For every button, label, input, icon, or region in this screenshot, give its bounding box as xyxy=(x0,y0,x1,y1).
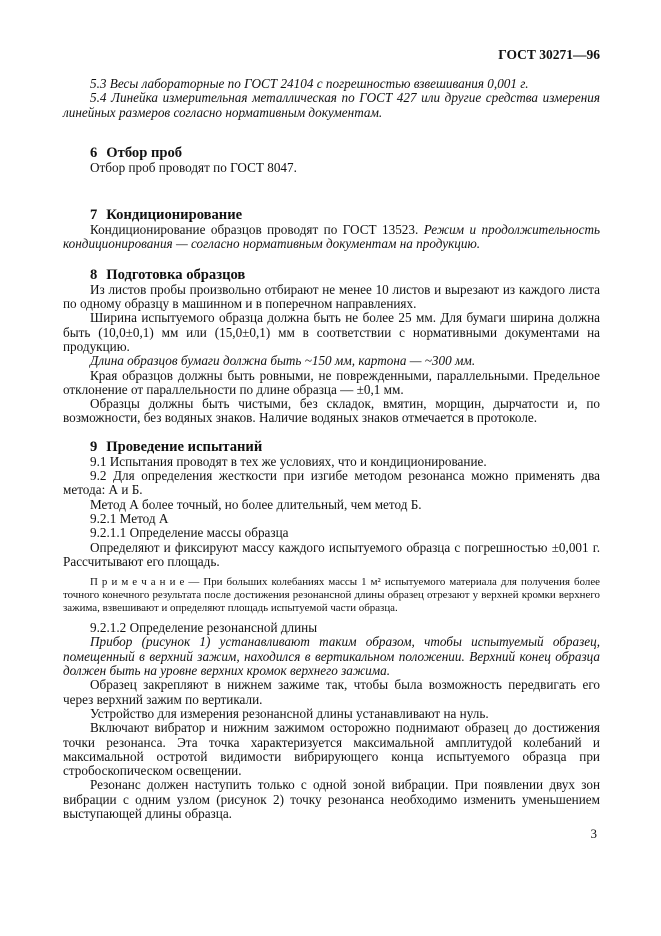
section-8-paragraph-2: Ширина испытуемого образца должна быть не более 25 мм. Для бумаги ширина должна быть (10,0±0,1) мм или (15,0±0,1) мм в соответствии с нормативными документами на продукцию. xyxy=(63,310,600,354)
section-8-heading xyxy=(90,268,600,283)
clause-9-2-1: 9.2.1 Метод А xyxy=(90,510,169,526)
section-8-paragraph-1: Из листов пробы произвольно отбирают не менее 10 листов и вырезают из каждого листа по одному образцу в машинном и в поперечном направлениях. xyxy=(63,281,600,312)
section-7-title: Кондиционирование xyxy=(106,207,243,224)
clause-9-2: 9.2 Для определения жесткости при изгибе методом резонанса можно применять два метода: А и Б. xyxy=(63,468,600,498)
section-9-number: 9 xyxy=(90,438,98,455)
section-6-title: Отбор проб xyxy=(106,144,183,161)
section-6-heading xyxy=(90,146,600,161)
paragraph-5-4: 5.4 Линейка измерительная металлическая по ГОСТ 427 или другие средства измерения линейных размеров согласно нормативным документам. xyxy=(63,90,600,120)
section-7-paragraph-regular: Кондиционирование образцов проводят по ГОСТ 13523. xyxy=(90,222,424,238)
section-8-paragraph-3: Длина образцов бумаги должна быть ~150 мм, картона — ~300 мм. xyxy=(90,353,476,369)
section-6-paragraph: Отбор проб проводят по ГОСТ 8047. xyxy=(90,159,297,175)
section-9-title: Проведение испытаний xyxy=(106,438,263,455)
section-9-heading xyxy=(90,440,600,455)
clause-9-2-1-1: 9.2.1.1 Определение массы образца xyxy=(90,525,289,541)
section-8-paragraph-4: Края образцов должны быть ровными, не поврежденными, параллельными. Предельное отклонение от параллельности по длине образца — ±0,1 мм. xyxy=(63,367,600,397)
section-7-heading xyxy=(90,208,600,223)
section-8-title: Подготовка образцов xyxy=(106,266,246,283)
clause-9-2-1-1-body: Определяют и фиксируют массу каждого испытуемого образца с погрешностью ±0,001 г. Рассчитывают его площадь. xyxy=(63,539,600,569)
clause-zero-setting: Устройство для измерения резонансной длины устанавливают на нуль. xyxy=(90,705,489,721)
front-matter xyxy=(63,77,600,120)
clause-9-2-1-2-device: Прибор (рисунок 1) устанавливают таким образом, чтобы испытуемый образец, помещенный в верхний зажим, находился в вертикальном положении. Верхний конец образца должен быть на уровне верхних кромок верхнего зажима. xyxy=(63,634,600,679)
section-7-paragraph-italic: Режим и продолжительность кондиционирования — согласно нормативным документам на продукцию. xyxy=(63,222,600,252)
section-8-paragraph-5: Образцы должны быть чистыми, без складок, вмятин, морщин, дырчатости и, по возможности, без водяных знаков. Наличие водяных знаков отмечается в протоколе. xyxy=(63,396,600,426)
clause-vibrator: Включают вибратор и нижним зажимом осторожно поднимают образец до достижения точки резонанса. Эта точка характеризуется максимальной амплитудой колебаний и максимальной остротой видимости вибрирующего конца испытуемого образца при стробоскопическом освещении. xyxy=(63,720,600,779)
section-7-number: 7 xyxy=(90,207,98,224)
section-7-paragraph xyxy=(63,223,600,252)
page-number: 3 xyxy=(590,826,597,841)
paragraph-5-3: 5.3 Весы лабораторные по ГОСТ 24104 с погрешностью взвешивания 0,001 г. xyxy=(90,76,529,91)
clause-lower-clamp: Образец закрепляют в нижнем зажиме так, чтобы была возможность передвигать его через верхний зажим по вертикали. xyxy=(63,677,600,707)
clause-9-1: 9.1 Испытания проводят в тех же условиях, что и кондиционирование. xyxy=(90,453,487,469)
document-number: ГОСТ 30271—96 xyxy=(498,47,600,62)
clause-resonance: Резонанс должен наступить только с одной зоной вибрации. При появлении двух зон вибрации с одним узлом (рисунок 2) точку резонанса необходимо изменить уменьшением выступающей длины образца. xyxy=(63,777,600,821)
clause-9-2-1-2: 9.2.1.2 Определение резонансной длины xyxy=(90,620,318,636)
clause-9-2-method-note: Метод А более точный, но более длительный, чем метод Б. xyxy=(90,496,422,512)
note-paragraph: П р и м е ч а н и е — При больших колебаниях массы 1 м² испытуемого материала для получения более точного конечного результата после достижения резонансной длины образец отрезают у верхней кромки верхнего зажима, взвешивают и определяют площадь испытуемой части образца. xyxy=(63,576,600,615)
section-8-number: 8 xyxy=(90,266,98,283)
section-6-number: 6 xyxy=(90,144,98,161)
